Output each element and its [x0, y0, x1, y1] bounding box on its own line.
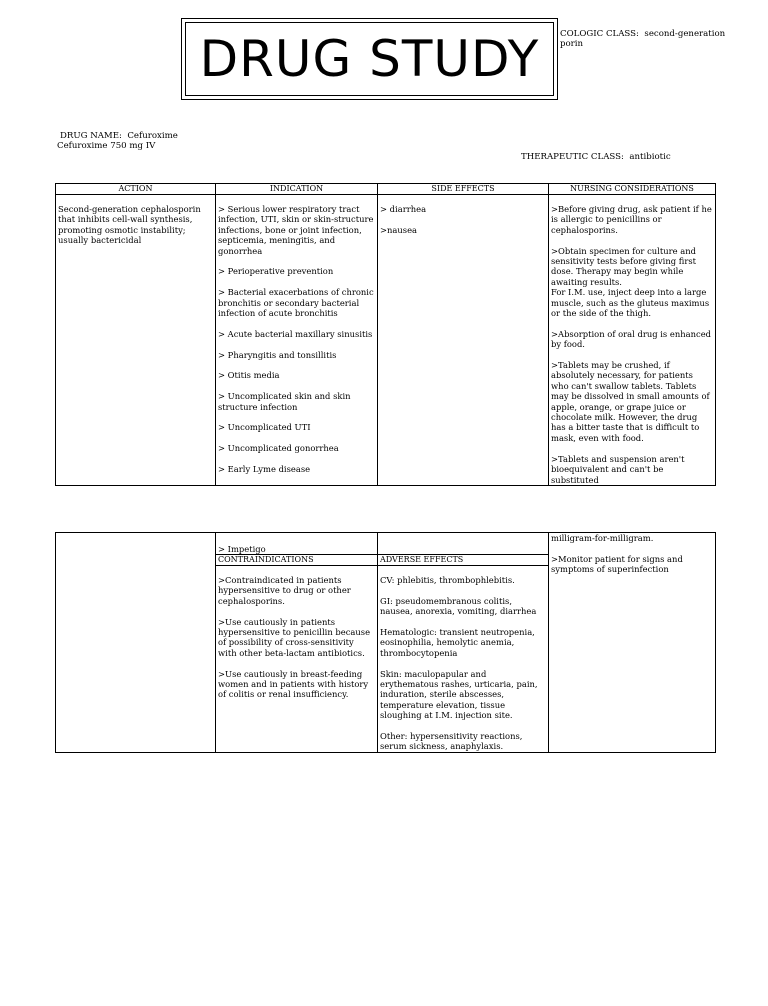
drug-table-2 [55, 532, 716, 753]
header-indication: INDICATION [216, 184, 378, 195]
nursing-cell [549, 195, 716, 486]
title-box [181, 18, 558, 100]
list-item: >Monitor patient for signs and symptoms of superinfection [551, 553, 683, 575]
drug-table-1 [55, 183, 716, 486]
header-adverse-effects: ADVERSE EFFECTS [378, 555, 549, 566]
header-nursing: NURSING CONSIDERATIONS [549, 184, 716, 195]
list-item: Hematologic: transient neutropenia, eosinophilia, hemolytic anemia, thrombocytopenia [380, 627, 535, 658]
header-side-effects: SIDE EFFECTS [378, 184, 549, 195]
nursing-continued-cell [549, 533, 716, 753]
list-item: Other: hypersensitivity reactions, serum sickness, anaphylaxis. [380, 731, 523, 752]
list-item: GI: pseudomembranous colitis, nausea, anorexia, vomiting, diarrhea [380, 595, 537, 617]
list-item: > Bacterial exacerbations of chronic bronchitis or secondary bacterial infection of acute bronchitis [218, 287, 374, 319]
therapeutic-class: THERAPEUTIC CLASS: antibiotic [521, 152, 671, 162]
list-item: > Perioperative prevention [218, 266, 334, 277]
list-item: > Serious lower respiratory tract infection, UTI, skin or skin-structure infections, bone or joint infection, septicemia, meningitis, and gonorrhea [218, 204, 374, 256]
list-item: Second-generation cephalosporin that inhibits cell-wall synthesis, promoting osmotic instability; usually bactericidal [58, 204, 201, 246]
list-item: >Contraindicated in patients hypersensitive to drug or other cephalosporins. [218, 575, 351, 606]
list-item: >Absorption of oral drug is enhanced by food. [551, 328, 712, 350]
list-item: >Tablets and suspension aren't bioequivalent and can't be substituted [551, 453, 685, 485]
list-item: > Uncomplicated UTI [218, 422, 311, 433]
action-cell [56, 195, 216, 486]
pharmacologic-class: COLOGIC CLASS: second-generation porin [560, 29, 726, 50]
list-item: > Acute bacterial maxillary sinusitis [218, 328, 373, 339]
indication-cell [216, 195, 378, 486]
list-item: > Uncomplicated gonorrhea [218, 443, 339, 454]
action-continued-cell [56, 533, 216, 753]
page-title: DRUG STUDY [185, 22, 554, 96]
list-item: >nausea [380, 224, 418, 235]
list-item: CV: phlebitis, thrombophlebitis. [380, 575, 515, 585]
list-item: > Otitis media [218, 370, 280, 381]
list-item: >Use cautiously in patients hypersensitive to penicillin because of possibility of cross-sensitivity with other beta-lactam antibiotics. [218, 616, 371, 658]
list-item: milligram-for-milligram. [551, 533, 654, 543]
list-item: >Obtain specimen for culture and sensitivity tests before giving first dose. Therapy may begin while awaiting results. For I.M. use, inject deep into a large muscle, such as the gluteus maximus or the side of the thigh. [551, 245, 710, 319]
drug-dose: Cefuroxime 750 mg IV [57, 141, 156, 151]
adverse-effects-cell [378, 566, 549, 753]
impetigo-item: > Impetigo [216, 533, 378, 555]
list-item: >Use cautiously in breast-feeding women and in patients with history of colitis or renal insufficiency. [218, 668, 369, 700]
header-contraindications: CONTRAINDICATIONS [216, 555, 378, 566]
list-item: > Pharyngitis and tonsillitis [218, 349, 337, 360]
side-effects-cell [378, 195, 549, 486]
list-item: > Early Lyme disease [218, 464, 311, 475]
side-effects-continued-cell [378, 533, 549, 555]
contraindications-cell [216, 566, 378, 753]
list-item: > diarrhea [380, 204, 427, 214]
drug-name: DRUG NAME: Cefuroxime [60, 131, 178, 141]
list-item: >Before giving drug, ask patient if he is allergic to penicillins or cephalosporins. [551, 204, 712, 235]
list-item: >Tablets may be crushed, if absolutely necessary, for patients who can't swallow tablets. Tablets may be dissolved in small amounts of apple, orange, or grape juice or chocolate milk. However, the drug has a bitter taste that is difficult to mask, even with food. [551, 360, 710, 443]
header-action: ACTION [56, 184, 216, 195]
list-item: > Uncomplicated skin and skin structure infection [218, 391, 351, 412]
list-item: Skin: maculopapular and erythematous rashes, urticaria, pain, induration, sterile abscesses, temperature elevation, tissue sloughing at I.M. injection site. [380, 668, 538, 721]
